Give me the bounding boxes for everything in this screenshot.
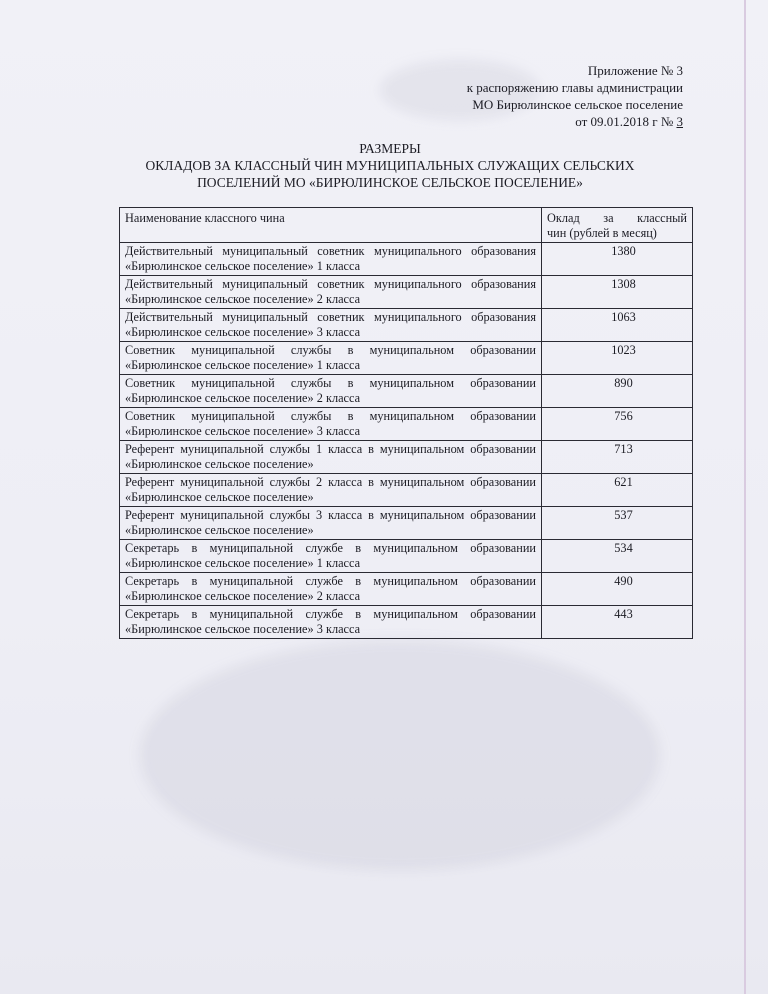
header-rank-name: Наименование классного чина [120, 208, 542, 243]
table-row [120, 441, 693, 474]
title-line-2: ОКЛАДОВ ЗА КЛАССНЫЙ ЧИН МУНИЦИПАЛЬНЫХ СЛУЖАЩИХ СЕЛЬСКИХ [145, 158, 635, 173]
table-row [120, 309, 693, 342]
annex-date [467, 113, 683, 130]
table-row [120, 507, 693, 540]
rank-name: Действительный муниципальный советник муниципального образования «Бирюлинское сельское поселение» 3 класса [120, 309, 542, 342]
salary-value: 1023 [542, 342, 693, 375]
title-line-3: ПОСЕЛЕНИЙ МО «БИРЮЛИНСКОЕ СЕЛЬСКОЕ ПОСЕЛЕНИЕ» [197, 175, 583, 190]
salary-value: 890 [542, 375, 693, 408]
table-row [120, 474, 693, 507]
page-edge-line [744, 0, 746, 994]
rank-name: Советник муниципальной службы в муниципальном образовании «Бирюлинское сельское поселение» 2 класса [120, 375, 542, 408]
salary-value: 1308 [542, 276, 693, 309]
salary-value: 1380 [542, 243, 693, 276]
salary-table [119, 207, 693, 639]
annex-title: Приложение № 3 [587, 63, 683, 78]
rank-name: Референт муниципальной службы 2 класса в муниципальном образовании «Бирюлинское сельское поселение» [120, 474, 542, 507]
document-title [100, 140, 680, 191]
table-header-row [120, 208, 693, 243]
scan-smudge [140, 640, 660, 870]
rank-name: Секретарь в муниципальной службе в муниципальном образовании «Бирюлинское сельское поселение» 1 класса [120, 540, 542, 573]
salary-value: 443 [542, 606, 693, 639]
header-salary-line-2: чин (рублей в месяц) [547, 226, 657, 240]
annex-date-text: от 09.01.2018 г № [575, 114, 677, 129]
header-salary-line-1: Оклад за классный [547, 211, 687, 225]
annex-header [467, 62, 683, 130]
rank-name: Секретарь в муниципальной службе в муниципальном образовании «Бирюлинское сельское поселение» 2 класса [120, 573, 542, 606]
rank-name: Секретарь в муниципальной службе в муниципальном образовании «Бирюлинское сельское поселение» 3 класса [120, 606, 542, 639]
annex-municipality: МО Бирюлинское сельское поселение [472, 97, 683, 112]
rank-name: Референт муниципальной службы 1 класса в муниципальном образовании «Бирюлинское сельское поселение» [120, 441, 542, 474]
table-row [120, 606, 693, 639]
annex-order-ref: к распоряжению главы администрации [466, 80, 683, 95]
salary-value: 621 [542, 474, 693, 507]
table-row [120, 408, 693, 441]
header-salary [542, 208, 693, 243]
title-line-1: РАЗМЕРЫ [359, 141, 421, 156]
table-row [120, 573, 693, 606]
salary-value: 534 [542, 540, 693, 573]
rank-name: Действительный муниципальный советник муниципального образования «Бирюлинское сельское поселение» 2 класса [120, 276, 542, 309]
table-row [120, 243, 693, 276]
rank-name: Референт муниципальной службы 3 класса в муниципальном образовании «Бирюлинское сельское поселение» [120, 507, 542, 540]
salary-value: 1063 [542, 309, 693, 342]
rank-name: Советник муниципальной службы в муниципальном образовании «Бирюлинское сельское поселение» 1 класса [120, 342, 542, 375]
salary-value: 537 [542, 507, 693, 540]
rank-name: Советник муниципальной службы в муниципальном образовании «Бирюлинское сельское поселение» 3 класса [120, 408, 542, 441]
table-row [120, 375, 693, 408]
rank-name: Действительный муниципальный советник муниципального образования «Бирюлинское сельское поселение» 1 класса [120, 243, 542, 276]
table-row [120, 276, 693, 309]
table-row [120, 342, 693, 375]
table-row [120, 540, 693, 573]
salary-value: 756 [542, 408, 693, 441]
salary-value: 713 [542, 441, 693, 474]
salary-value: 490 [542, 573, 693, 606]
annex-order-number: 3 [676, 114, 683, 129]
